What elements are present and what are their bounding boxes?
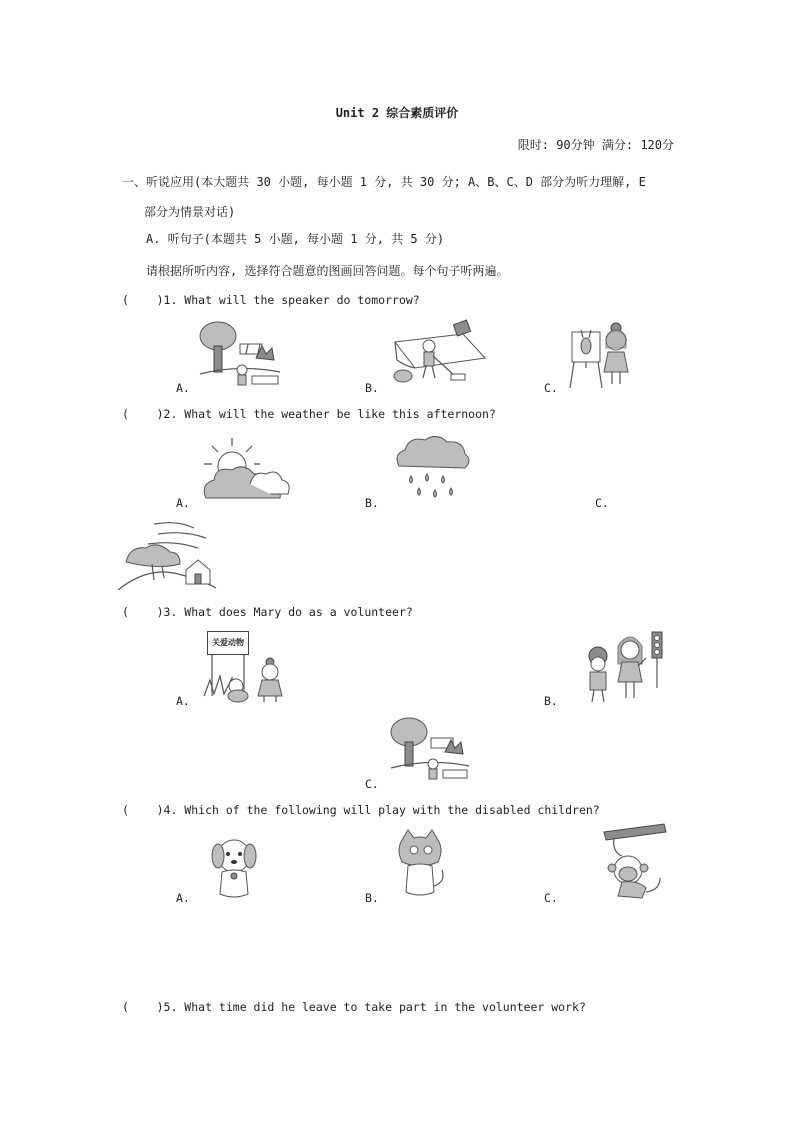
section-heading-line2: 部分为情景对话) [144, 205, 236, 219]
q3-option-c-label: C. [365, 777, 379, 791]
puppy-icon [206, 832, 262, 902]
q3-option-a-label: A. [176, 694, 190, 708]
question-1: ( )1. What will the speaker do tomorrow? [122, 293, 420, 307]
q3-option-b-label: B. [544, 694, 558, 708]
question-2: ( )2. What will the weather be like this afternoon? [122, 407, 496, 421]
instruction-text: 请根据所听内容, 选择符合题意的图画回答问题。每个句子听两遍。 [146, 264, 509, 278]
q2-option-b-label: B. [365, 496, 379, 510]
q4-option-c-label: C. [544, 891, 558, 905]
q1-option-c-label: C. [544, 381, 558, 395]
q4-option-a-label: A. [176, 891, 190, 905]
q2-option-c-label: C. [595, 496, 609, 510]
section-heading-line1: 一、听说应用(本大题共 30 小题, 每小题 1 分, 共 30 分; A、B、C、D 部分为听力理解, E [122, 175, 646, 189]
page-title: Unit 2 综合素质评价 [335, 106, 459, 120]
monkey-icon [594, 824, 668, 902]
animal-care-sign-text: 关爱动物 [207, 631, 249, 655]
part-a-heading: A. 听句子(本题共 5 小题, 每小题 1 分, 共 5 分) [146, 232, 445, 246]
windy-house-image [118, 518, 218, 592]
q1-option-a-label: A. [176, 381, 190, 395]
section-heading [122, 167, 682, 227]
sun-and-cloud-icon [200, 436, 292, 502]
rain-cloud-icon [393, 434, 471, 506]
q1-option-b-label: B. [365, 381, 379, 395]
q4-option-b-label: B. [365, 891, 379, 905]
question-5: ( )5. What time did he leave to take part in the volunteer work? [122, 1000, 586, 1014]
question-3: ( )3. What does Mary do as a volunteer? [122, 605, 413, 619]
girl-painting-image [568, 318, 636, 392]
girls-at-traffic-light-image [580, 630, 666, 706]
q2-option-a-label: A. [176, 496, 190, 510]
girl-with-puppy-image [202, 654, 294, 704]
park-scene-image-2 [389, 714, 471, 784]
time-limit-info: 限时: 90分钟 满分: 120分 [517, 138, 674, 152]
cleaning-room-image [385, 320, 491, 388]
kitten-icon [392, 830, 448, 902]
park-scene-image [198, 318, 282, 390]
question-4: ( )4. Which of the following will play with the disabled children? [122, 803, 600, 817]
